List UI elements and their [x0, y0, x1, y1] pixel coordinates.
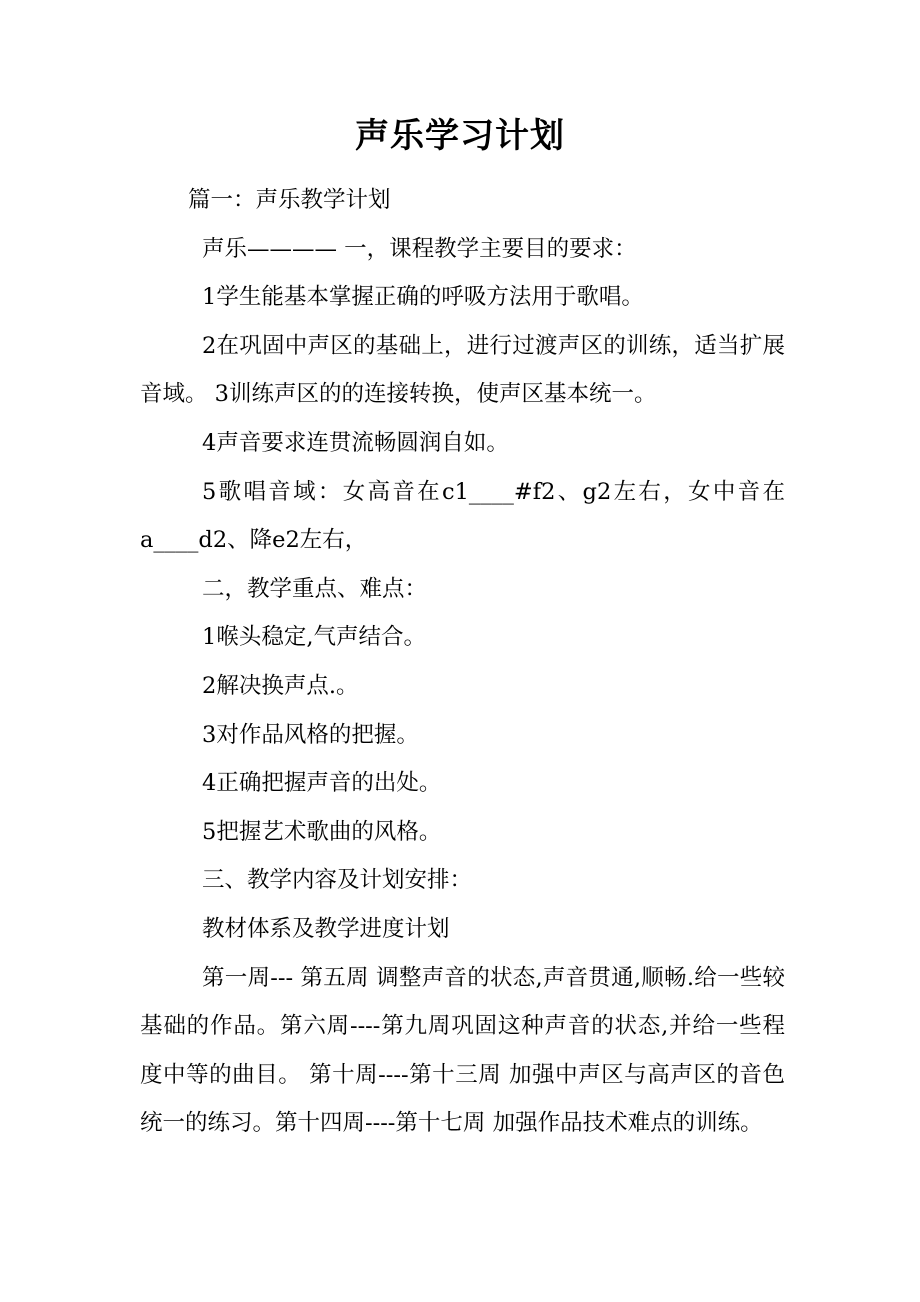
paragraph: 1学生能基本掌握正确的呼吸方法用于歌唱。 — [202, 284, 644, 311]
paragraph: 2解决换声点.。 — [202, 672, 359, 699]
paragraph: 4正确把握声音的出处。 — [202, 770, 442, 797]
section-heading: 二，教学重点、难点： — [202, 575, 428, 602]
paragraph: 1喉头稳定,气声结合。 — [202, 624, 426, 651]
paragraph: 4声音要求连贯流畅圆润自如。 — [202, 429, 509, 456]
paragraph: 5把握艺术歌曲的风格。 — [202, 818, 442, 845]
paragraph: 5歌唱音域：女高音在c1____#f2、g2左右，女中音在a____d2、降e2左右， — [140, 478, 785, 554]
paragraph: 教材体系及教学进度计划 — [202, 915, 450, 942]
paragraph: 声乐———— 一，课程教学主要目的要求： — [202, 235, 637, 262]
paragraph: 第一周--- 第五周 调整声音的状态,声音贯通,顺畅.给一些较基础的作品。第六周----第九周巩固这种声音的状态,并给一些程度中等的曲目。 第十周----第十三周 加强中声区与高声区的音色统一的练习。第十四周----第十七周 加强作品技术难点的训练。 — [140, 964, 785, 1137]
paragraph: 3对作品风格的把握。 — [202, 721, 419, 748]
section-heading: 篇一：声乐教学计划 — [188, 187, 391, 213]
section-heading: 三、教学内容及计划安排： — [202, 867, 473, 894]
paragraph: 2在巩固中声区的基础上，进行过渡声区的训练，适当扩展音域。 3训练声区的的连接转换，使声区基本统一。 — [140, 332, 785, 408]
document-body — [140, 176, 785, 1148]
document-title: 声乐学习计划 — [355, 116, 565, 156]
